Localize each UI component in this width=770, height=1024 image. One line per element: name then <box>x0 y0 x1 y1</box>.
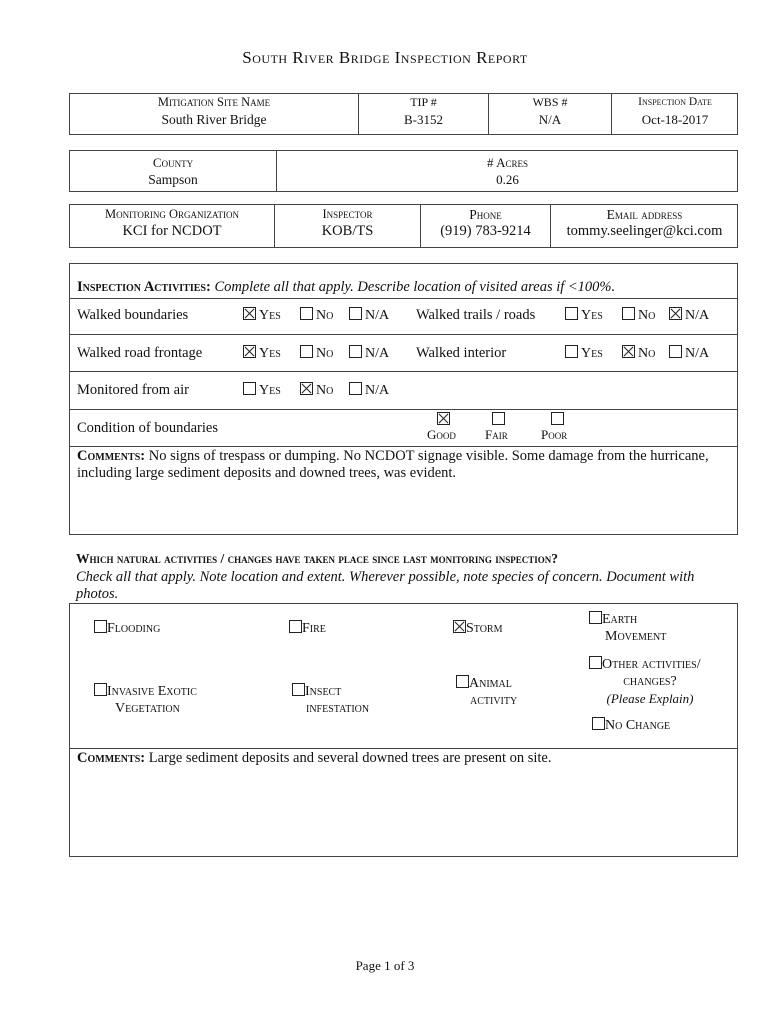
inspection-instructions: Complete all that apply. Describe location of visited areas if <100%. <box>214 279 616 295</box>
walked-interior-label: Walked interior <box>416 345 507 361</box>
checkbox-empty-icon <box>349 345 362 358</box>
wbs-label: WBS # <box>532 95 568 109</box>
monitored-air-label: Monitored from air <box>77 382 189 398</box>
inspection-heading: Inspection Activities: <box>77 279 211 295</box>
condition-boundaries-label: Condition of boundaries <box>77 420 218 436</box>
page-title: South River Bridge Inspection Report <box>242 48 528 67</box>
organization-cell <box>70 206 274 240</box>
walked-trails-label: Walked trails / roads <box>416 307 536 323</box>
checkbox-empty-icon <box>565 307 578 320</box>
email-value: tommy.seelinger@kci.com <box>566 223 723 239</box>
checkbox-empty-icon <box>94 620 107 633</box>
natural-activities-instructions: Check all that apply. Note location and extent. Wherever possible, note species of concern. Document with photos. <box>76 569 695 602</box>
walked-trails-na[interactable]: N/A <box>669 307 709 324</box>
inspection-comments-label: Comments: <box>77 448 146 464</box>
walked-road-frontage-yes[interactable]: Yes <box>243 345 281 362</box>
tip-cell <box>359 94 488 128</box>
walked-trails-no[interactable]: No <box>622 307 655 324</box>
checkbox-empty-icon <box>456 675 469 688</box>
checkbox-empty-icon <box>94 683 107 696</box>
organization-value: KCI for NCDOT <box>122 223 222 239</box>
flooding-option[interactable]: Flooding <box>94 620 160 637</box>
natural-comments-label: Comments: <box>77 750 146 766</box>
monitored-air-no[interactable]: No <box>300 382 333 399</box>
checkbox-checked-icon <box>669 307 682 320</box>
checkbox-empty-icon <box>300 345 313 358</box>
walked-boundaries-no[interactable]: No <box>300 307 333 324</box>
walked-road-frontage-no[interactable]: No <box>300 345 333 362</box>
checkbox-empty-icon <box>292 683 305 696</box>
site-name-value: South River Bridge <box>161 112 267 127</box>
walked-boundaries-na[interactable]: N/A <box>349 307 389 324</box>
checkbox-empty-icon <box>492 412 505 425</box>
fire-option[interactable]: Fire <box>289 620 326 637</box>
inspection-heading-row <box>77 279 615 296</box>
county-cell <box>70 154 276 188</box>
page-number: Page 1 of 3 <box>355 958 415 973</box>
monitored-air-na[interactable]: N/A <box>349 382 389 399</box>
phone-label: Phone <box>469 207 502 222</box>
checkbox-empty-icon <box>300 307 313 320</box>
email-label: Email address <box>606 207 683 222</box>
condition-fair-label: Fair <box>485 427 508 442</box>
natural-activities-heading: Which natural activities / changes have taken place since last monitoring inspection? <box>76 551 559 566</box>
animal-activity-option[interactable]: Animal activity <box>456 675 517 709</box>
wbs-cell <box>489 94 611 128</box>
inspection-date-cell <box>612 94 738 128</box>
acres-cell <box>277 154 738 188</box>
checkbox-empty-icon <box>589 611 602 624</box>
phone-cell <box>421 206 550 240</box>
tip-label: TIP # <box>410 95 437 109</box>
checkbox-empty-icon <box>349 382 362 395</box>
acres-label: # Acres <box>487 155 528 170</box>
checkbox-empty-icon <box>349 307 362 320</box>
walked-interior-na[interactable]: N/A <box>669 345 709 362</box>
wbs-value: N/A <box>538 112 562 127</box>
condition-poor-label: Poor <box>541 427 568 442</box>
tip-value: B-3152 <box>404 112 443 127</box>
storm-option[interactable]: Storm <box>453 620 503 637</box>
earth-movement-option[interactable]: Earth Movement <box>589 611 666 645</box>
monitored-air-yes[interactable]: Yes <box>243 382 281 399</box>
inspection-date-value: Oct-18-2017 <box>641 112 709 127</box>
checkbox-empty-icon <box>589 656 602 669</box>
walked-road-frontage-na[interactable]: N/A <box>349 345 389 362</box>
checkbox-checked-icon <box>243 307 256 320</box>
natural-comments-text: Large sediment deposits and several downed trees are present on site. <box>148 750 552 766</box>
checkbox-empty-icon <box>289 620 302 633</box>
checkbox-empty-icon <box>592 717 605 730</box>
checkbox-checked-icon <box>453 620 466 633</box>
inspection-date-label: Inspection Date <box>638 96 712 108</box>
no-change-option[interactable]: No Change <box>592 717 670 734</box>
organization-label: Monitoring Organization <box>104 207 240 221</box>
checkbox-empty-icon <box>669 345 682 358</box>
checkbox-checked-icon <box>300 382 313 395</box>
checkbox-empty-icon <box>565 345 578 358</box>
natural-comments[interactable] <box>77 750 727 767</box>
walked-interior-yes[interactable]: Yes <box>565 345 603 362</box>
checkbox-empty-icon <box>243 382 256 395</box>
acres-value: 0.26 <box>496 172 519 187</box>
walked-boundaries-label: Walked boundaries <box>77 307 189 323</box>
checkbox-checked-icon <box>243 345 256 358</box>
county-label: County <box>152 155 194 170</box>
walked-road-frontage-label: Walked road frontage <box>77 345 203 361</box>
site-name-label: Mitigation Site Name <box>157 95 271 109</box>
checkbox-checked-icon <box>437 412 450 425</box>
county-value: Sampson <box>148 172 198 187</box>
email-cell <box>551 206 738 240</box>
walked-boundaries-yes[interactable]: Yes <box>243 307 281 324</box>
checkbox-checked-icon <box>622 345 635 358</box>
inspector-cell <box>275 206 420 240</box>
inspection-comments[interactable] <box>77 448 727 482</box>
condition-good-label: Good <box>427 427 456 442</box>
invasive-vegetation-option[interactable]: Invasive Exotic Vegetation <box>94 683 197 717</box>
inspector-label: Inspector <box>322 207 373 221</box>
inspection-comments-text: No signs of trespass or dumping. No NCDOT signage visible. Some damage from the hurricane, including large sediment deposits and downed trees, was evident. <box>77 448 709 481</box>
inspection-activities-section <box>69 263 738 535</box>
checkbox-empty-icon <box>551 412 564 425</box>
inspector-value: KOB/TS <box>321 223 374 239</box>
insect-infestation-option[interactable]: Insect infestation <box>292 683 369 717</box>
phone-value: (919) 783-9214 <box>440 223 531 239</box>
walked-interior-no[interactable]: No <box>622 345 655 362</box>
site-name-cell <box>70 94 358 128</box>
other-activities-option[interactable]: Other activities/ changes? (Please Explain) <box>589 656 711 707</box>
checkbox-empty-icon <box>622 307 635 320</box>
walked-trails-yes[interactable]: Yes <box>565 307 603 324</box>
